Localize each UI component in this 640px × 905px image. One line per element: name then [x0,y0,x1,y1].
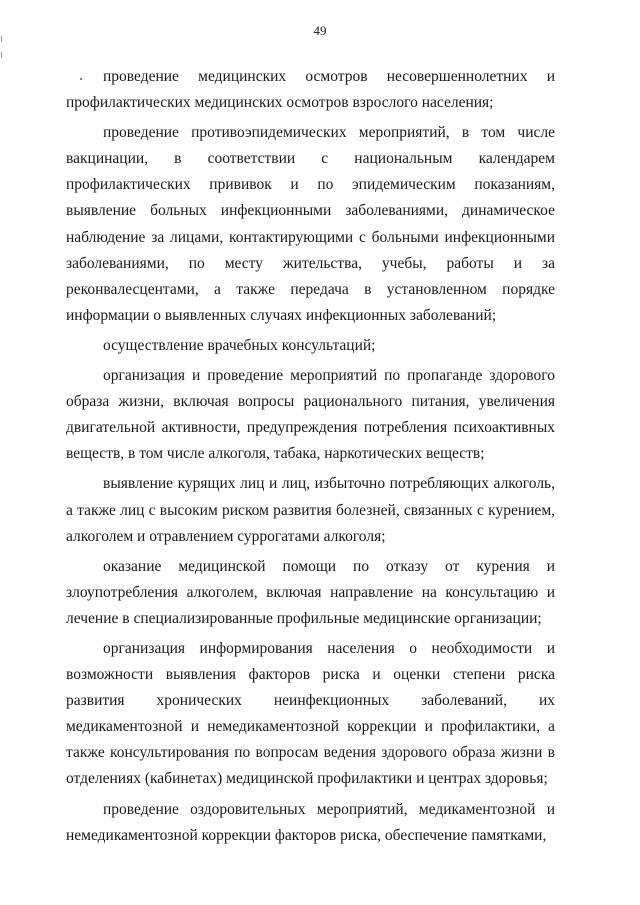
paragraph: организация информирования населения о необходимости и возможности выявления факторов риска и оценки степени риска развития хронических неинфекционных заболеваний, их медикаментозной и немедикаментозной коррекции и профилактики, а также консультирования по вопросам ведения здорового образа жизни в отделениях (кабинетах) медицинской профилактики и центрах здоровья; [66,639,555,788]
paragraph: осуществление врачебных консультаций; [103,336,376,354]
paragraph: организация и проведение мероприятий по пропаганде здорового образа жизни, включая вопросы рационального питания, увеличения двигательной активности, предупреждения потребления психоактивных веществ, в том числе алкоголя, табака, наркотических веществ; [66,367,555,463]
scan-artifact [1,52,2,58]
paragraph: оказание медицинской помощи по отказу от курения и злоупотребления алкоголем, включая направление на консультацию и лечение в специализированные профильные медицинские организации; [66,557,555,627]
paragraph: проведение противоэпидемических мероприятий, в том числе вакцинации, в соответствии с национальным календарем профилактических прививок и по эпидемическим показаниям, выявление больных инфекционными заболеваниями, динамическое наблюдение за лицами, контактирующими с больными инфекционными заболеваниями, по месту жительства, учебы, работы и за реконвалесцентами, а также передача в установленном порядке информации о выявленных случаях инфекционных заболеваний; [66,124,555,324]
page-number: 49 [313,23,327,38]
paragraph: выявление курящих лиц и лиц, избыточно потребляющих алкоголь, а также лиц с высоким риском развития болезней, связанных с курением, алкоголем и отравлением суррогатами алкоголя; [66,475,555,545]
paragraph: проведение оздоровительных мероприятий, медикаментозной и немедикаментозной коррекции факторов риска, обеспечение памятками, [66,800,555,844]
document-body [66,64,555,853]
paragraph: проведение медицинских осмотров несовершеннолетних и профилактических медицинских осмотров взрослого населения; [66,68,555,112]
